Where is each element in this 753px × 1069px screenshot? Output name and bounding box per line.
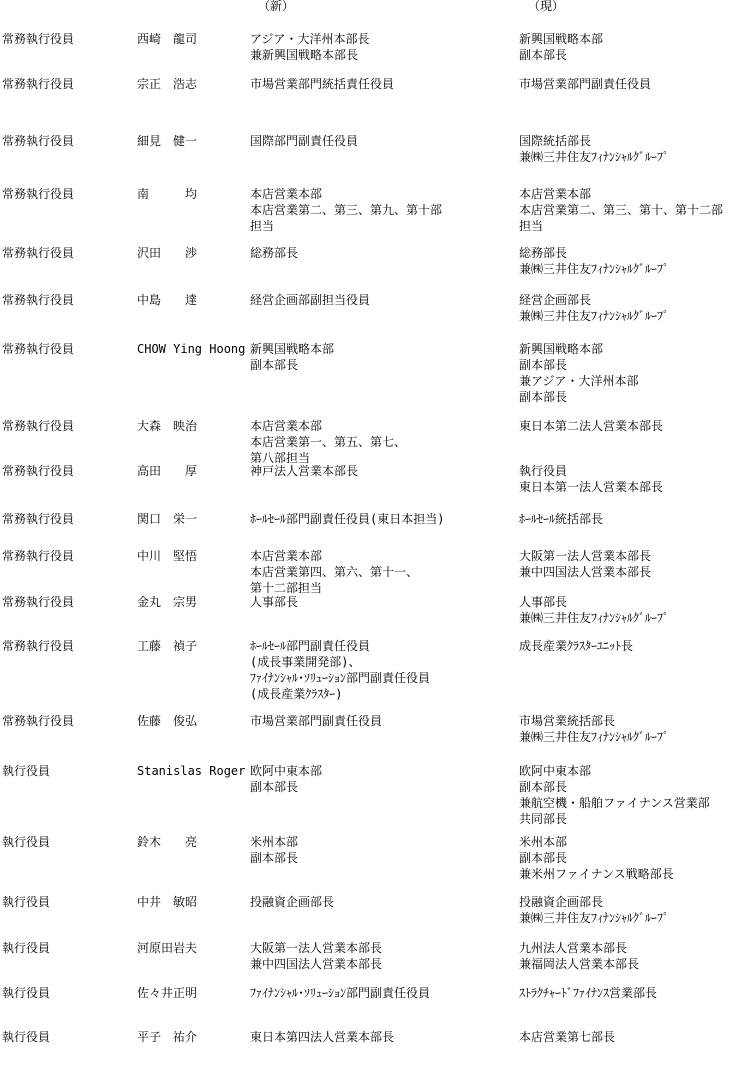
current-position-line: ﾎｰﾙｾｰﾙ統括部長 [519,512,604,526]
new-position [250,834,500,866]
officer-name: 高田 厚 [137,464,198,478]
current-position [519,341,753,405]
current-position-line: 兼航空機・船舶ファイナンス営業部 [519,796,710,810]
current-position-line: 兼㈱三井住友ﾌｨﾅﾝｼｬﾙｸﾞﾙｰﾌﾟ [519,730,670,744]
current-position-line: 欧阿中東本部 [519,764,592,778]
current-position [519,31,753,63]
officer-name: 佐藤 俊弘 [137,714,198,728]
current-position-line: 国際統括部長 [519,134,592,148]
officer-title: 常務執行役員 [2,293,75,307]
new-position [250,763,500,795]
officer-name: 沢田 渉 [137,246,198,260]
current-position-line: 兼㈱三井住友ﾌｨﾅﾝｼｬﾙｸﾞﾙｰﾌﾟ [519,309,670,323]
appointment-row [0,292,753,332]
officer-name: 河原田岩夫 [137,941,198,955]
appointment-row [0,76,753,116]
officer-title: 常務執行役員 [2,32,75,46]
current-position-line: 共同部長 [519,812,568,826]
new-position-line: 第八部担当 [250,451,311,465]
current-position [519,985,753,1001]
officer-title: 常務執行役員 [2,246,75,260]
appointment-row [0,511,753,551]
new-position [250,511,500,527]
appointment-row [0,638,753,701]
officer-title: 執行役員 [2,1030,51,1044]
new-position-line: 東日本第四法人営業本部長 [250,1030,395,1044]
new-position-line: 米州本部 [250,835,299,849]
new-position-line: アジア・大洋州本部長 [250,32,370,46]
officer-title: 常務執行役員 [2,134,75,148]
current-position-line: 兼㈱三井住友ﾌｨﾅﾝｼｬﾙｸﾞﾙｰﾌﾟ [519,611,670,625]
current-position [519,133,753,165]
current-position-line: 成長産業ｸﾗｽﾀｰﾕﾆｯﾄ長 [519,639,634,653]
new-position-line: 兼新興国戦略本部長 [250,48,359,62]
current-position-line: 九州法人営業本部長 [519,941,628,955]
new-position-line: 投融資企画部長 [250,895,335,909]
current-position-line: 兼㈱三井住友ﾌｨﾅﾝｼｬﾙｸﾞﾙｰﾌﾟ [519,150,670,164]
officer-title: 常務執行役員 [2,714,75,728]
current-position [519,713,753,745]
officer-title: 常務執行役員 [2,187,75,201]
current-position-line: 兼中四国法人営業本部長 [519,565,652,579]
header-current: （現） [528,0,565,13]
new-position-line: 本店営業第二、第三、第九、第十部 [250,203,443,217]
current-position-line: 総務部長 [519,246,568,260]
new-position [250,638,500,702]
officer-name: 宗正 浩志 [137,77,198,91]
current-position [519,511,753,527]
new-position-line: 神戸法人営業本部長 [250,464,359,478]
officer-title: 執行役員 [2,835,51,849]
new-position-line: 兼中四国法人営業本部長 [250,957,383,971]
current-position-line: 市場営業部門副責任役員 [519,77,652,91]
new-position-line: 市場営業部門副責任役員 [250,714,383,728]
current-position-line: 本店営業第二、第三、第十、第十二部 [519,203,724,217]
appointment-row [0,985,753,1025]
appointment-row [0,418,753,465]
appointment-row [0,245,753,285]
new-position [250,31,500,63]
officer-name: 関口 栄一 [137,512,198,526]
current-position-line: 執行役員 [519,464,568,478]
new-position [250,940,500,972]
new-position-line: 市場営業部門統括責任役員 [250,77,395,91]
officer-name: 大森 映治 [137,419,198,433]
new-position-line: 人事部長 [250,595,299,609]
current-position-line: 担当 [519,219,544,233]
current-position [519,245,753,277]
current-position [519,638,753,654]
appointment-row [0,894,753,934]
current-position [519,940,753,972]
current-position [519,548,753,580]
current-position [519,292,753,324]
officer-name: 中島 達 [137,293,198,307]
appointment-row [0,133,753,173]
current-position-line: ｽﾄﾗｸﾁｬｰﾄﾞﾌｧｲﾅﾝｽ営業部長 [519,986,658,1000]
new-position-line: (成長事業開発部)、 [250,655,361,669]
new-position-line: 本店営業本部 [250,549,323,563]
officer-name: 中井 敏昭 [137,895,198,909]
appointment-row [0,548,753,595]
new-position-line: ﾌｧｲﾅﾝｼｬﾙ･ｿﾘｭｰｼｮﾝ部門副責任役員 [250,671,431,685]
new-position [250,292,500,308]
officer-name: 金丸 宗男 [137,595,198,609]
current-position [519,186,753,234]
appointment-row [0,186,753,233]
current-position-line: 副本部長 [519,780,568,794]
appointment-row [0,940,753,980]
appointment-row [0,341,753,404]
officer-title: 常務執行役員 [2,342,75,356]
new-position [250,463,500,479]
current-position-line: 副本部長 [519,48,568,62]
current-position-line: 本店営業第七部長 [519,1030,616,1044]
new-position-line: 副本部長 [250,358,299,372]
current-position [519,594,753,626]
officer-name: Stanislas Roger [137,764,246,778]
officer-name: 平子 祐介 [137,1030,198,1044]
new-position [250,894,500,910]
officer-title: 執行役員 [2,764,51,778]
new-position-line: 副本部長 [250,780,299,794]
officer-title: 常務執行役員 [2,595,75,609]
officer-name: 南 均 [137,187,198,201]
new-position-line: 欧阿中東本部 [250,764,323,778]
current-position-line: 東日本第一法人営業本部長 [519,480,664,494]
appointment-row [0,594,753,634]
officer-name: 細見 健一 [137,134,198,148]
new-position [250,76,500,92]
new-position [250,133,500,149]
officer-name: 中川 堅悟 [137,549,198,563]
new-position-line: 大阪第一法人営業本部長 [250,941,383,955]
current-position-line: 兼米州ファイナンス戦略部長 [519,867,674,881]
current-position-line: 副本部長 [519,390,568,404]
current-position-line: 東日本第二法人営業本部長 [519,419,664,433]
new-position-line: ﾎｰﾙｾｰﾙ部門副責任役員 [250,639,371,653]
current-position-line: 兼アジア・大洋州本部 [519,374,639,388]
current-position-line: 兼㈱三井住友ﾌｨﾅﾝｼｬﾙｸﾞﾙｰﾌﾟ [519,911,670,925]
new-position [250,985,500,1001]
current-position-line: 兼㈱三井住友ﾌｨﾅﾝｼｬﾙｸﾞﾙｰﾌﾟ [519,262,670,276]
officer-title: 常務執行役員 [2,77,75,91]
new-position-line: 本店営業第四、第六、第十一、 [250,565,419,579]
new-position [250,186,500,234]
new-position-line: 本店営業本部 [250,419,323,433]
new-position-line: 新興国戦略本部 [250,342,335,356]
new-position [250,548,500,596]
current-position-line: 兼福岡法人営業本部長 [519,957,640,971]
appointment-row [0,31,753,71]
officer-title: 執行役員 [2,941,51,955]
officer-name: 鈴木 亮 [137,835,198,849]
new-position [250,245,500,261]
new-position [250,713,500,729]
new-position [250,341,500,373]
current-position-line: 人事部長 [519,595,568,609]
officer-title: 常務執行役員 [2,512,75,526]
officer-title: 執行役員 [2,895,51,909]
current-position-line: 投融資企画部長 [519,895,604,909]
officer-title: 常務執行役員 [2,419,75,433]
current-position-line: 市場営業統括部長 [519,714,616,728]
header-new: （新） [258,0,295,13]
officer-title: 常務執行役員 [2,549,75,563]
appointment-row [0,834,753,881]
new-position-line: 第十二部担当 [250,581,323,595]
officer-name: CHOW Ying Hoong [137,342,246,356]
current-position-line: 経営企画部長 [519,293,592,307]
current-position-line: 新興国戦略本部 [519,342,604,356]
officer-title: 常務執行役員 [2,639,75,653]
current-position [519,834,753,882]
current-position-line: 大阪第一法人営業本部長 [519,549,652,563]
current-position-line: 米州本部 [519,835,568,849]
current-position [519,894,753,926]
new-position-line: ﾌｧｲﾅﾝｼｬﾙ･ｿﾘｭｰｼｮﾝ部門副責任役員 [250,986,431,1000]
appointment-row [0,1029,753,1069]
new-position-line: (成長産業ｸﾗｽﾀｰ) [250,687,343,701]
current-position [519,463,753,495]
officer-title: 常務執行役員 [2,464,75,478]
new-position-line: 国際部門副責任役員 [250,134,359,148]
appointment-row [0,713,753,753]
officer-name: 佐々井正明 [137,986,198,1000]
officer-title: 執行役員 [2,986,51,1000]
officer-name: 工藤 禎子 [137,639,198,653]
current-position-line: 副本部長 [519,358,568,372]
current-position-line: 本店営業本部 [519,187,592,201]
current-position-line: 新興国戦略本部 [519,32,604,46]
current-position [519,418,753,434]
new-position-line: 本店営業本部 [250,187,323,201]
new-position-line: 本店営業第一、第五、第七、 [250,435,407,449]
new-position-line: 総務部長 [250,246,299,260]
new-position [250,418,500,466]
new-position [250,594,500,610]
officer-name: 西崎 龍司 [137,32,198,46]
current-position [519,76,753,92]
new-position-line: 副本部長 [250,851,299,865]
appointment-row [0,463,753,503]
appointment-row [0,763,753,826]
new-position-line: 経営企画部副担当役員 [250,293,371,307]
new-position-line: 担当 [250,219,275,233]
current-position-line: 副本部長 [519,851,568,865]
new-position-line: ﾎｰﾙｾｰﾙ部門副責任役員(東日本担当) [250,512,445,526]
current-position [519,763,753,827]
